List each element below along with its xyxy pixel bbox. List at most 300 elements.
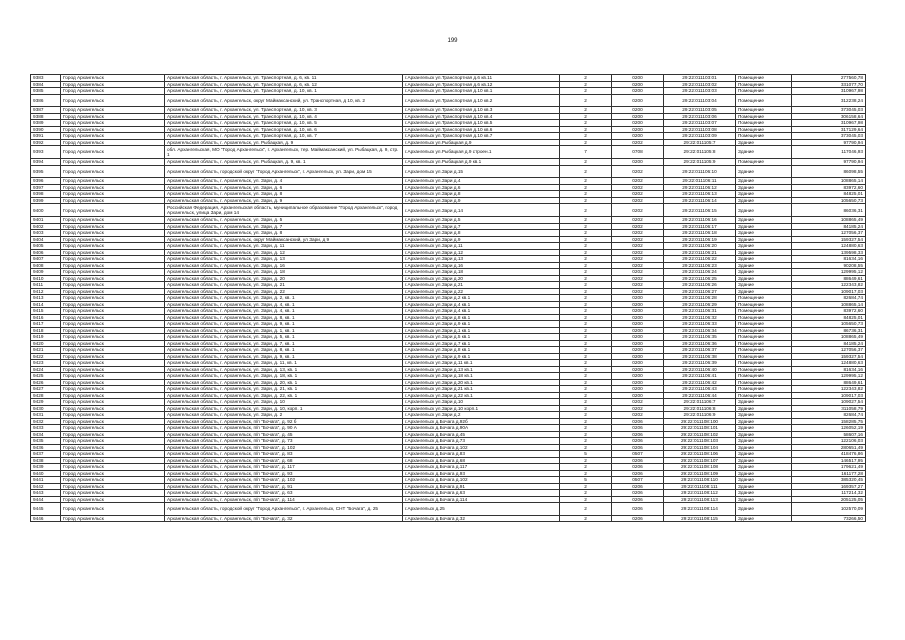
object-type-cell: Помещение — [736, 379, 792, 386]
object-type-cell: Помещение — [736, 327, 792, 334]
row-number-cell: 9419 — [31, 334, 61, 341]
cadastral-number-cell: 29:22:011103:05 — [664, 107, 736, 114]
cadastral-value-cell: 126052,19 — [792, 425, 866, 432]
short-address-cell: г.Архангельск д.Бочага д.92б — [403, 418, 560, 425]
code-cell: 2 — [560, 236, 612, 243]
full-address-cell: Архангельская область, г. Архангельск, ул. Рыбацкая, д. 9 — [165, 139, 403, 146]
object-type-cell: Здание — [736, 230, 792, 237]
code-cell: 2 — [560, 366, 612, 373]
full-address-cell: Архангельская область, г. Архангельск, ул. Зари, д. 8 — [165, 191, 403, 198]
row-number-cell: 9384 — [31, 81, 61, 88]
cadastral-number-cell: 29:22:011106:32 — [664, 314, 736, 321]
cadastral-number-cell: 29:22:011106:44 — [664, 392, 736, 399]
type-code-cell: 0202 — [612, 262, 664, 269]
full-address-cell: Архангельская область, г. Архангельск, ул. Зари, д. 20, кв. 1 — [165, 379, 403, 386]
municipality-cell: Город Архангельск — [61, 217, 165, 224]
full-address-cell: Архангельская область, г. Архангельск, п/п "Бочага", д. 45 — [165, 431, 403, 438]
cadastral-value-cell: 418476,86 — [792, 451, 866, 458]
row-number-cell: 9396 — [31, 178, 61, 185]
short-address-cell: г.Архангельск ул.Зари д.4 — [403, 178, 560, 185]
full-address-cell: Архангельская область, г. Архангельск, ул. Зари, д. 9, кв. 1 — [165, 321, 403, 328]
cadastral-value-cell: 84825,01 — [792, 191, 866, 198]
cadastral-value-cell: 88649,61 — [792, 275, 866, 282]
type-code-cell: 0200 — [612, 353, 664, 360]
object-type-cell: Помещение — [736, 133, 792, 140]
code-cell: 2 — [560, 139, 612, 146]
row-number-cell: 9433 — [31, 425, 61, 432]
full-address-cell: Архангельская область, г. Архангельск, ул. Зари, д. 9, кв. 1 — [165, 353, 403, 360]
row-number-cell: 9422 — [31, 353, 61, 360]
cadastral-value-cell: 102570,09 — [792, 503, 866, 516]
short-address-cell: г.Архангельск ул.Зари д.14 — [403, 204, 560, 217]
code-cell: 2 — [560, 340, 612, 347]
row-number-cell: 9389 — [31, 120, 61, 127]
object-type-cell: Здание — [736, 457, 792, 464]
row-number-cell: 9417 — [31, 321, 61, 328]
municipality-cell: Город Архангельск — [61, 444, 165, 451]
code-cell: 2 — [560, 431, 612, 438]
type-code-cell: 0200 — [612, 373, 664, 380]
object-type-cell: Здание — [736, 165, 792, 178]
cadastral-value-cell: 108865,14 — [792, 301, 866, 308]
cadastral-number-cell: 29:22:011106:10 — [664, 165, 736, 178]
full-address-cell: Архангельская область, г. Архангельск, ул. Транспортная, д. 10, кв. 3 — [165, 107, 403, 114]
object-type-cell: Здание — [736, 178, 792, 185]
cadastral-value-cell: 109017,03 — [792, 288, 866, 295]
code-cell: 2 — [560, 457, 612, 464]
code-cell: 2 — [560, 308, 612, 315]
table-row — [31, 503, 866, 516]
table-row — [31, 94, 866, 107]
cadastral-number-cell: 29:22:011106:33 — [664, 321, 736, 328]
cadastral-number-cell: 29:22:011106:20 — [664, 243, 736, 250]
row-number-cell: 9439 — [31, 464, 61, 471]
full-address-cell: Архангельская область, г. Архангельск, округ Маймаксанский, ул. Транспортная, д 10, кв. 2 — [165, 94, 403, 107]
full-address-cell: Архангельская область, городской округ "Город Архангельск", г. Архангельск, СНТ "Бочага", д. 25 — [165, 503, 403, 516]
cadastral-number-cell: 29:22:011106:12 — [664, 184, 736, 191]
short-address-cell: г.Архангельск ул.Транспортная д.10 кв.2 — [403, 94, 560, 107]
cadastral-number-cell: 29:22:011108:111 — [664, 483, 736, 490]
cadastral-value-cell: 159327,54 — [792, 236, 866, 243]
table-row — [31, 165, 866, 178]
cadastral-value-cell: 97790,94 — [792, 139, 866, 146]
cadastral-number-cell: 29:22:011106:25 — [664, 275, 736, 282]
municipality-cell: Город Архангельск — [61, 275, 165, 282]
object-type-cell: Помещение — [736, 308, 792, 315]
cadastral-number-cell: 29:22:011103:09 — [664, 133, 736, 140]
code-cell: 2 — [560, 347, 612, 354]
full-address-cell: Архангельская область, г. Архангельск, ул. Зари, д. 18 — [165, 269, 403, 276]
short-address-cell: г.Архангельск ул.Зари д.4 кв.1 — [403, 301, 560, 308]
code-cell: 2 — [560, 288, 612, 295]
row-number-cell: 9398 — [31, 191, 61, 198]
type-code-cell: 0202 — [612, 288, 664, 295]
type-code-cell: 0200 — [612, 386, 664, 393]
type-code-cell: 0507 — [612, 451, 664, 458]
short-address-cell: г.Архангельск ул.Зари д.1 кв.1 — [403, 327, 560, 334]
object-type-cell: Здание — [736, 146, 792, 159]
cadastral-number-cell: 29:22:011103:02 — [664, 81, 736, 88]
code-cell: 2 — [560, 275, 612, 282]
code-cell: 2 — [560, 282, 612, 289]
row-number-cell: 9390 — [31, 126, 61, 133]
full-address-cell: Архангельская область, г. Архангельск, ул. Зари, д. 7 — [165, 223, 403, 230]
code-cell: 2 — [560, 360, 612, 367]
cadastral-value-cell: 169357,27 — [792, 483, 866, 490]
row-number-cell: 9415 — [31, 308, 61, 315]
code-cell: 2 — [560, 256, 612, 263]
code-cell: 2 — [560, 490, 612, 497]
code-cell: 2 — [560, 373, 612, 380]
short-address-cell: г.Архангельск ул.Зари д.11 — [403, 243, 560, 250]
cadastral-value-cell: 108865,14 — [792, 178, 866, 185]
full-address-cell: Архангельская область, г. Архангельск, ул. Транспортная, д. 10, кв. 5 — [165, 120, 403, 127]
full-address-cell: Архангельская область, г. Архангельск, ул. Рыбацкая, д. 9, кв. 1 — [165, 159, 403, 166]
row-number-cell: 9393 — [31, 146, 61, 159]
code-cell: 2 — [560, 178, 612, 185]
type-code-cell: 0202 — [612, 197, 664, 204]
full-address-cell: Архангельская область, г. Архангельск, ул. Зари, д. 8 — [165, 230, 403, 237]
full-address-cell: Архангельская область, г. Архангельск, ул. Зари, д. 9 — [165, 197, 403, 204]
type-code-cell: 0202 — [612, 191, 664, 198]
cadastral-value-cell: 179621,49 — [792, 464, 866, 471]
municipality-cell: Город Архангельск — [61, 295, 165, 302]
municipality-cell: Город Архангельск — [61, 88, 165, 95]
object-type-cell: Помещение — [736, 366, 792, 373]
cadastral-value-cell: 129995,12 — [792, 373, 866, 380]
cadastral-value-cell: 86036,31 — [792, 204, 866, 217]
full-address-cell: Архангельская область, г. Архангельск, ул. Зари, д. 20 — [165, 275, 403, 282]
municipality-cell: Город Архангельск — [61, 515, 165, 522]
row-number-cell: 9411 — [31, 282, 61, 289]
object-type-cell: Помещение — [736, 386, 792, 393]
cadastral-number-cell: 29:22:011108:114 — [664, 503, 736, 516]
type-code-cell: 0507 — [612, 477, 664, 484]
municipality-cell: Город Архангельск — [61, 412, 165, 419]
cadastral-value-cell: 127056,37 — [792, 230, 866, 237]
municipality-cell: Город Архангельск — [61, 425, 165, 432]
row-number-cell: 9440 — [31, 470, 61, 477]
row-number-cell: 9383 — [31, 75, 61, 82]
row-number-cell: 9421 — [31, 347, 61, 354]
object-type-cell: Помещение — [736, 347, 792, 354]
type-code-cell: 0200 — [612, 327, 664, 334]
cadastral-value-cell: 105650,73 — [792, 197, 866, 204]
row-number-cell: 9423 — [31, 360, 61, 367]
cadastral-value-cell: 81634,16 — [792, 366, 866, 373]
cadastral-value-cell: 122106,03 — [792, 438, 866, 445]
code-cell: 2 — [560, 295, 612, 302]
cadastral-value-cell: 82684,74 — [792, 295, 866, 302]
full-address-cell: Архангельская область, г. Архангельск, ул. Зари, д. 4 — [165, 178, 403, 185]
municipality-cell: Город Архангельск — [61, 165, 165, 178]
full-address-cell: Архангельская область, г. Архангельск, ул. Зари, д. 10 — [165, 399, 403, 406]
cadastral-number-cell: 29:22:011106:14 — [664, 197, 736, 204]
cadastral-number-cell: 29:22:011108:109 — [664, 470, 736, 477]
cadastral-number-cell: 29:22:011106:7 — [664, 399, 736, 406]
row-number-cell: 9395 — [31, 165, 61, 178]
object-type-cell: Здание — [736, 405, 792, 412]
object-type-cell: Помещение — [736, 301, 792, 308]
type-code-cell: 0202 — [612, 217, 664, 224]
cadastral-number-cell: 29:22:011108:103 — [664, 438, 736, 445]
full-address-cell: Архангельская область, г. Архангельск, ул. Зари, д. 5, кв. 1 — [165, 334, 403, 341]
object-type-cell: Помещение — [736, 321, 792, 328]
municipality-cell: Город Архангельск — [61, 451, 165, 458]
code-cell: 2 — [560, 94, 612, 107]
code-cell: 2 — [560, 515, 612, 522]
short-address-cell: г.Архангельск ул.Транспортная д.6 кв.11 — [403, 75, 560, 82]
full-address-cell: Архангельская область, г. Архангельск, п/п "Бочага", д. 91 — [165, 483, 403, 490]
short-address-cell: г.Архангельск ул.Зари д.10 — [403, 399, 560, 406]
short-address-cell: г.Архангельск ул.Зари д.8 кв.1 — [403, 347, 560, 354]
type-code-cell: 0200 — [612, 334, 664, 341]
municipality-cell: Город Архангельск — [61, 464, 165, 471]
short-address-cell: г.Архангельск ул.Зари д.22 кв.1 — [403, 392, 560, 399]
short-address-cell: г.Архангельск ул.Зари д.5 кв.1 — [403, 334, 560, 341]
code-cell: 2 — [560, 269, 612, 276]
short-address-cell: г.Архангельск д.Бочага д.73 — [403, 438, 560, 445]
cadastral-value-cell: 124880,63 — [792, 360, 866, 367]
type-code-cell: 0206 — [612, 444, 664, 451]
type-code-cell: 0202 — [612, 405, 664, 412]
short-address-cell: г.Архангельск ул.Зари д.9 — [403, 197, 560, 204]
municipality-cell: Город Архангельск — [61, 457, 165, 464]
object-type-cell: Помещение — [736, 295, 792, 302]
code-cell: 2 — [560, 113, 612, 120]
cadastral-table — [30, 74, 866, 522]
cadastral-number-cell: 29:22:011106:36 — [664, 340, 736, 347]
short-address-cell: г.Архангельск ул.Транспортная д.10 кв.1 — [403, 88, 560, 95]
object-type-cell: Здание — [736, 139, 792, 146]
type-code-cell: 0206 — [612, 515, 664, 522]
full-address-cell: Архангельская область, г. Архангельск, ул. Зари, д. 4, кв. 1 — [165, 308, 403, 315]
row-number-cell: 9408 — [31, 262, 61, 269]
municipality-cell: Город Архангельск — [61, 392, 165, 399]
short-address-cell: г.Архангельск ул.Транспортная д.6 кв.12 — [403, 81, 560, 88]
municipality-cell: Город Архангельск — [61, 490, 165, 497]
object-type-cell: Помещение — [736, 107, 792, 114]
object-type-cell: Помещение — [736, 88, 792, 95]
cadastral-value-cell: 310967,98 — [792, 88, 866, 95]
row-number-cell: 9428 — [31, 392, 61, 399]
short-address-cell: г.Архангельск ул.Зари д.21 кв.1 — [403, 386, 560, 393]
code-cell: 2 — [560, 418, 612, 425]
row-number-cell: 9414 — [31, 301, 61, 308]
table-row — [31, 515, 866, 522]
table-row — [31, 204, 866, 217]
type-code-cell: 0202 — [612, 230, 664, 237]
row-number-cell: 9420 — [31, 340, 61, 347]
object-type-cell: Помещение — [736, 159, 792, 166]
municipality-cell: Город Архангельск — [61, 133, 165, 140]
row-number-cell: 9403 — [31, 230, 61, 237]
row-number-cell: 9406 — [31, 249, 61, 256]
type-code-cell: 0200 — [612, 301, 664, 308]
full-address-cell: Архангельская область, г. Архангельск, ул. Зари, д. 5 — [165, 217, 403, 224]
full-address-cell: Архангельская область, г. Архангельск, ул. Зари, д. 22, кв. 1 — [165, 392, 403, 399]
full-address-cell: Архангельская область, г. Архангельск, п/п "Бочага", д. 114 — [165, 496, 403, 503]
code-cell: 2 — [560, 191, 612, 198]
short-address-cell: г.Архангельск ул.Зари д.20 кв.1 — [403, 379, 560, 386]
type-code-cell: 0202 — [612, 412, 664, 419]
full-address-cell: Архангельская область, г. Архангельск, ул. Зари, д. 13, кв. 1 — [165, 366, 403, 373]
object-type-cell: Здание — [736, 197, 792, 204]
type-code-cell: 0206 — [612, 503, 664, 516]
cadastral-value-cell: 306158,64 — [792, 113, 866, 120]
municipality-cell: Город Архангельск — [61, 477, 165, 484]
cadastral-value-cell: 385320,45 — [792, 477, 866, 484]
municipality-cell: Город Архангельск — [61, 483, 165, 490]
municipality-cell: Город Архангельск — [61, 334, 165, 341]
code-cell: 2 — [560, 230, 612, 237]
short-address-cell: г.Архангельск ул.Зари д.7 — [403, 223, 560, 230]
code-cell: 2 — [560, 405, 612, 412]
code-cell: 2 — [560, 262, 612, 269]
object-type-cell: Здание — [736, 503, 792, 516]
code-cell: 2 — [560, 353, 612, 360]
cadastral-number-cell: 29:22:011108:115 — [664, 515, 736, 522]
object-type-cell: Здание — [736, 464, 792, 471]
object-type-cell: Здание — [736, 438, 792, 445]
row-number-cell: 9400 — [31, 204, 61, 217]
cadastral-value-cell: 84825,01 — [792, 314, 866, 321]
short-address-cell: г.Архангельск ул.Зари д.21 — [403, 282, 560, 289]
short-address-cell: г.Архангельск ул.Зари д.20 — [403, 275, 560, 282]
type-code-cell: 0206 — [612, 483, 664, 490]
full-address-cell: обл. Архангельская, МО "Город Архангельск", г. Архангельск, тер. Маймаксанский, ул. Рыбацкая, д. 9, стр. 1 — [165, 146, 403, 159]
type-code-cell: 0200 — [612, 392, 664, 399]
object-type-cell: Помещение — [736, 120, 792, 127]
row-number-cell: 9434 — [31, 431, 61, 438]
municipality-cell: Город Архангельск — [61, 282, 165, 289]
row-number-cell: 9438 — [31, 457, 61, 464]
short-address-cell: г.Архангельск д.Бочага д.93 — [403, 470, 560, 477]
code-cell: 2 — [560, 399, 612, 406]
object-type-cell: Здание — [736, 444, 792, 451]
full-address-cell: Архангельская область, г. Архангельск, ул. Зари, д. 13 — [165, 256, 403, 263]
full-address-cell: Архангельская область, г. Архангельск, ул. Зари, д. 11 — [165, 243, 403, 250]
cadastral-value-cell: 124880,63 — [792, 243, 866, 250]
code-cell: 2 — [560, 438, 612, 445]
cadastral-number-cell: 29:22:011106:22 — [664, 256, 736, 263]
cadastral-number-cell: 29:22:011108:100 — [664, 418, 736, 425]
object-type-cell: Здание — [736, 217, 792, 224]
municipality-cell: Город Архангельск — [61, 503, 165, 516]
short-address-cell: г.Архангельск д.Бочага д.91 — [403, 483, 560, 490]
type-code-cell: 0200 — [612, 120, 664, 127]
cadastral-value-cell: 86098,55 — [792, 165, 866, 178]
type-code-cell: 0206 — [612, 490, 664, 497]
municipality-cell: Город Архангельск — [61, 81, 165, 88]
cadastral-number-cell: 29:22:011106:41 — [664, 373, 736, 380]
row-number-cell: 9446 — [31, 515, 61, 522]
code-cell: 2 — [560, 126, 612, 133]
type-code-cell: 0200 — [612, 379, 664, 386]
municipality-cell: Город Архангельск — [61, 301, 165, 308]
short-address-cell: г.Архангельск ул.Рыбацкая д.9 кв.1 — [403, 159, 560, 166]
short-address-cell: г.Архангельск ул.Зари д.9 кв.1 — [403, 353, 560, 360]
type-code-cell: 0202 — [612, 256, 664, 263]
row-number-cell: 9437 — [31, 451, 61, 458]
code-cell: 2 — [560, 165, 612, 178]
type-code-cell: 0200 — [612, 94, 664, 107]
full-address-cell: Архангельская область, г. Архангельск, п/п "Бочага", д. 102 — [165, 477, 403, 484]
type-code-cell: 0202 — [612, 275, 664, 282]
type-code-cell: 0202 — [612, 399, 664, 406]
cadastral-value-cell: 88649,61 — [792, 379, 866, 386]
code-cell: 2 — [560, 249, 612, 256]
object-type-cell: Помещение — [736, 334, 792, 341]
cadastral-number-cell: 29:22:011106:34 — [664, 327, 736, 334]
cadastral-number-cell: 29:22:011105:8 — [664, 146, 736, 159]
short-address-cell: г.Архангельск д.Бочага д.117 — [403, 464, 560, 471]
cadastral-value-cell: 139598,33 — [792, 249, 866, 256]
short-address-cell: г.Архангельск ул.Зари д.16 — [403, 262, 560, 269]
municipality-cell: Город Архангельск — [61, 223, 165, 230]
cadastral-number-cell: 29:22:011106:39 — [664, 360, 736, 367]
object-type-cell: Здание — [736, 288, 792, 295]
cadastral-number-cell: 29:22:011106:21 — [664, 249, 736, 256]
municipality-cell: Город Архангельск — [61, 314, 165, 321]
code-cell: 2 — [560, 184, 612, 191]
cadastral-number-cell: 29:22:011103:03 — [664, 88, 736, 95]
cadastral-value-cell: 108865,49 — [792, 217, 866, 224]
municipality-cell: Город Архангельск — [61, 353, 165, 360]
object-type-cell: Помещение — [736, 94, 792, 107]
cadastral-number-cell: 29:22:011106:9 — [664, 412, 736, 419]
type-code-cell: 0202 — [612, 178, 664, 185]
full-address-cell: Архангельская область, г. Архангельск, п/п "Бочага", д. 83 — [165, 451, 403, 458]
cadastral-value-cell: 311058,79 — [792, 405, 866, 412]
full-address-cell: Архангельская область, г. Архангельск, ул. Зари, д. 18, кв. 1 — [165, 373, 403, 380]
row-number-cell: 9441 — [31, 477, 61, 484]
type-code-cell: 0200 — [612, 308, 664, 315]
cadastral-number-cell: 29:22:011106:35 — [664, 334, 736, 341]
municipality-cell: Город Архангельск — [61, 373, 165, 380]
municipality-cell: Город Архангельск — [61, 399, 165, 406]
full-address-cell: Архангельская область, г. Архангельск, п/п "Бочага", д. 93 — [165, 470, 403, 477]
row-number-cell: 9431 — [31, 412, 61, 419]
short-address-cell: г.Архангельск ул.Зари д.5 — [403, 217, 560, 224]
object-type-cell: Здание — [736, 223, 792, 230]
cadastral-value-cell: 81634,16 — [792, 256, 866, 263]
cadastral-number-cell: 29:22:011103:07 — [664, 120, 736, 127]
code-cell: 2 — [560, 159, 612, 166]
full-address-cell: Архангельская область, г. Архангельск, п/п "Бочага", д. 92 б — [165, 418, 403, 425]
object-type-cell: Помещение — [736, 81, 792, 88]
cadastral-number-cell: 29:22:011106:31 — [664, 308, 736, 315]
row-number-cell: 9432 — [31, 418, 61, 425]
full-address-cell: Архангельская область, г. Архангельск, ул. Транспортная, д. 6, кв. 11 — [165, 75, 403, 82]
cadastral-value-cell: 129995,12 — [792, 269, 866, 276]
short-address-cell: г.Архангельск ул.Зари д.15 — [403, 165, 560, 178]
code-cell: 2 — [560, 321, 612, 328]
full-address-cell: Архангельская область, г. Архангельск, ул. Зари, д. 16 — [165, 262, 403, 269]
cadastral-number-cell: 29:22:011106:16 — [664, 217, 736, 224]
cadastral-number-cell: 29:22:011106:11 — [664, 178, 736, 185]
object-type-cell: Здание — [736, 477, 792, 484]
short-address-cell: г.Архангельск ул.Зари д.10 корп.1 — [403, 405, 560, 412]
full-address-cell: Архангельская область, г. Архангельск, ул. Зари, д. 11, кв. 1 — [165, 360, 403, 367]
row-number-cell: 9436 — [31, 444, 61, 451]
cadastral-value-cell: 73266,50 — [792, 515, 866, 522]
code-cell: 2 — [560, 81, 612, 88]
row-number-cell: 9412 — [31, 288, 61, 295]
short-address-cell: г.Архангельск ул.Зари д.22 — [403, 288, 560, 295]
municipality-cell: Город Архангельск — [61, 438, 165, 445]
object-type-cell: Здание — [736, 262, 792, 269]
